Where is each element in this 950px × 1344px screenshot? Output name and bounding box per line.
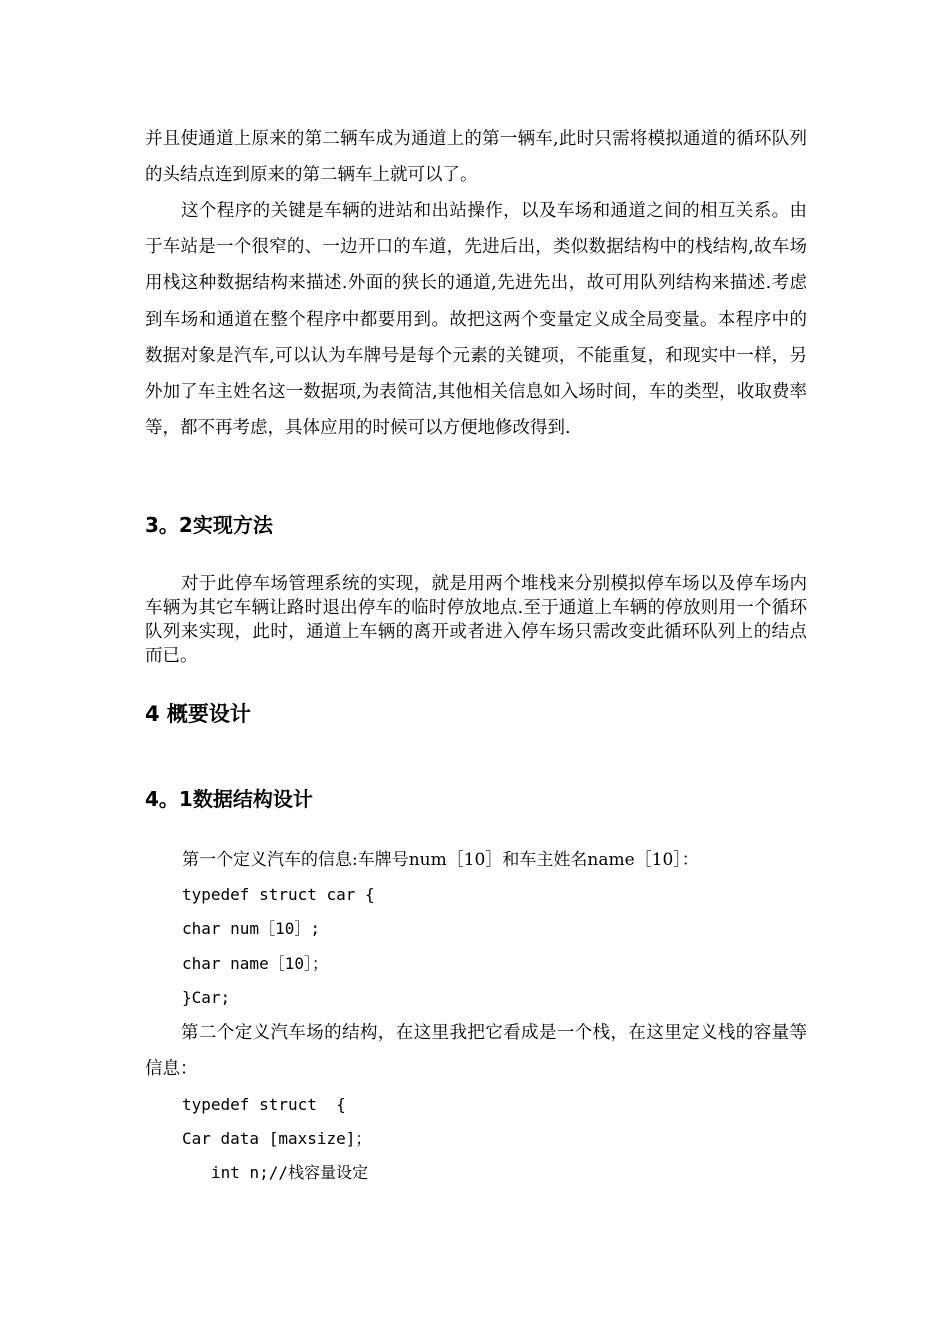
code-line: char name［10］；: [182, 954, 328, 973]
code-line: typedef struct {: [182, 1095, 346, 1114]
code-line: Car data [maxsize]；: [182, 1129, 372, 1148]
heading-4: 4 概要设计: [145, 702, 251, 726]
paragraph-queue-head: 并且使通道上原来的第二辆车成为通道上的第一辆车,此时只需将模拟通道的循环队列的头结点连到原来的第二辆车上就可以了。: [145, 129, 807, 186]
code-line: char num［10］;: [182, 919, 320, 938]
paragraph-program-key: 这个程序的关键是车辆的进站和出站操作，以及车场和通道之间的相互关系。由于车站是一个很窄的、一边开口的车道，先进后出，类似数据结构中的栈结构,故车场用栈这种数据结构来描述.外面的狭长的通道,先进先出，故可用队列结构来描述.考虑到车场和通道在整个程序中都要用到。故把这两个变量定义成全局变量。本程序中的数据对象是汽车,可以认为车牌号是每个元素的关键项，不能重复，和现实中一样，另外加了车主姓名这一数据项,为表简洁,其他相关信息如入场时间，车的类型，收取费率等，都不再考虑，具体应用的时候可以方便地修改得到.: [145, 201, 807, 439]
paragraph-implementation: 对于此停车场管理系统的实现，就是用两个堆栈来分别模拟停车场以及停车场内车辆为其它车辆让路时退出停车的临时停放地点.至于通道上车辆的停放则用一个循环队列来实现，此时，通道上车辆的离开或者进入停车场只需改变此循环队列上的结点而已。: [145, 574, 807, 666]
code-line: typedef struct car {: [182, 885, 375, 904]
heading-4-1: 4。1数据结构设计: [145, 787, 313, 811]
code-line: int n;//栈容量设定: [211, 1163, 369, 1182]
paragraph-car-definition: 第一个定义汽车的信息:车牌号num［10］和车主姓名name［10］：: [182, 850, 699, 870]
heading-3-2: 3。2实现方法: [145, 513, 273, 537]
paragraph-stack-definition: 第二个定义汽车场的结构，在这里我把它看成是一个栈，在这里定义栈的容量等信息：: [145, 1023, 807, 1080]
code-line: }Car;: [182, 988, 231, 1007]
